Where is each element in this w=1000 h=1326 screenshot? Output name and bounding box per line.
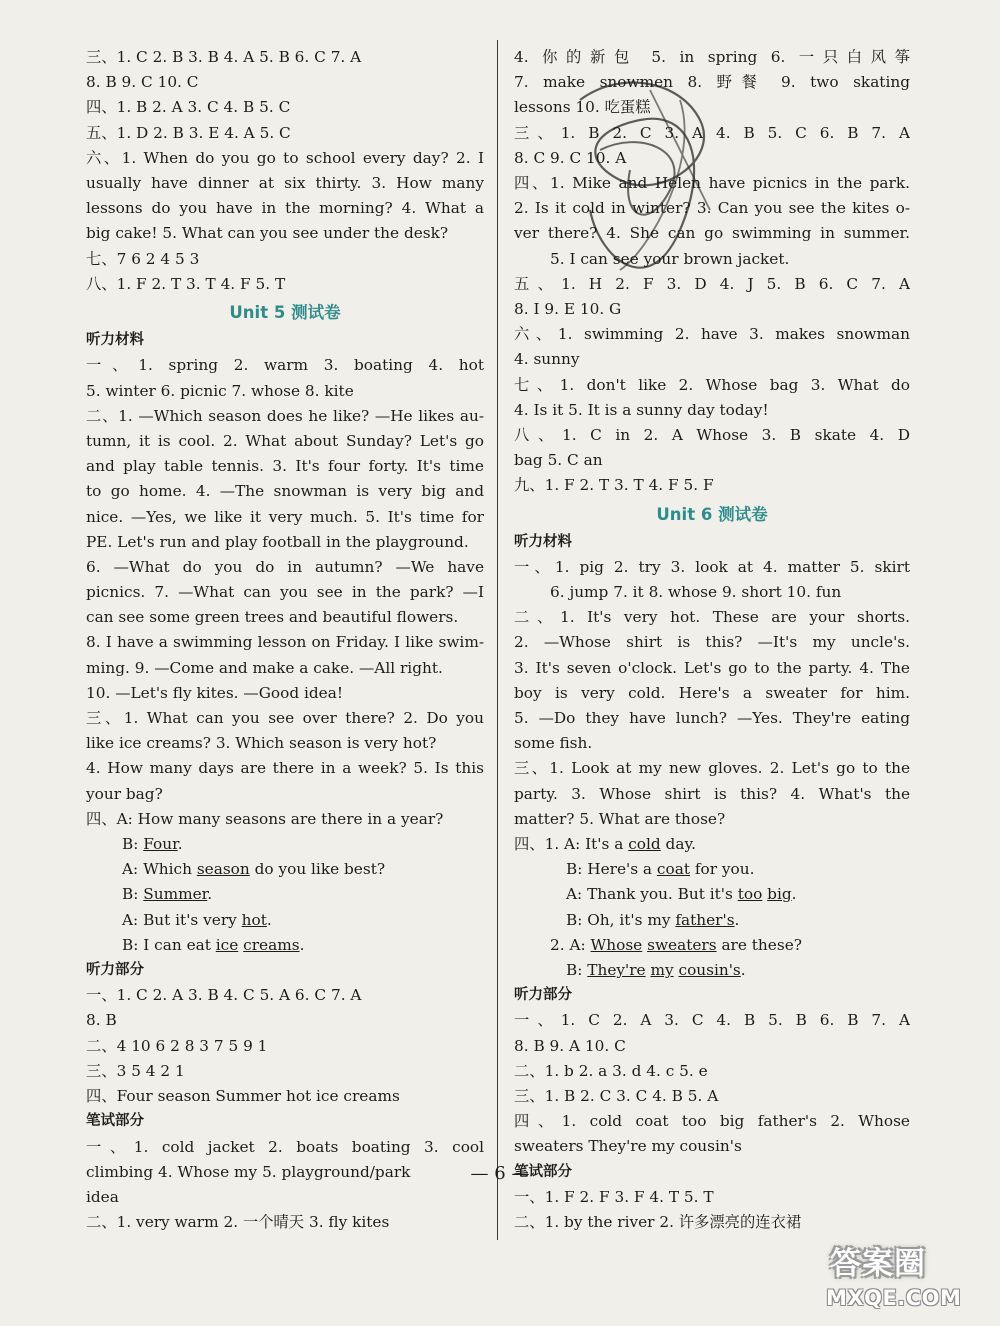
answer-line: 3. It's seven o'clock. Let's go to the party. 4. The bbox=[514, 658, 910, 677]
answer-line: 四、1. cold coat too big father's 2. Whose bbox=[514, 1112, 910, 1131]
answer-line: ming. 9. —Come and make a cake. —All right. bbox=[86, 658, 443, 677]
text-segment: day. bbox=[660, 835, 696, 853]
dialogue-line bbox=[514, 832, 910, 857]
underlined-answer: Whose bbox=[590, 935, 643, 954]
underlined-answer: coat bbox=[656, 860, 690, 879]
watermark-logo: 答案圈 bbox=[830, 1246, 926, 1282]
dialogue-line bbox=[86, 908, 484, 933]
text-segment: . bbox=[791, 885, 797, 904]
answer-line: 二、1. It's very hot. These are your shorts. bbox=[514, 608, 910, 627]
underlined-answer: creams bbox=[243, 935, 300, 954]
answer-line: 四、1. B 2. A 3. C 4. B 5. C bbox=[86, 98, 291, 117]
text-segment: A: Thank you. But it's bbox=[566, 885, 738, 904]
text-segment: . bbox=[734, 910, 740, 929]
text-segment: . bbox=[299, 935, 305, 954]
section-heading: 听力材料 bbox=[514, 533, 572, 550]
answer-line: matter? 5. What are those? bbox=[514, 809, 726, 828]
answer-line: 一、1. C 2. A 3. B 4. C 5. A 6. C 7. A bbox=[86, 986, 362, 1005]
answer-line: tumn, it is cool. 2. What about Sunday? Let's go bbox=[86, 431, 484, 450]
text-segment: B: Here's a bbox=[566, 860, 657, 879]
answer-line: 九、1. F 2. T 3. T 4. F 5. F bbox=[514, 476, 714, 495]
answer-line: 五、1. D 2. B 3. E 4. A 5. C bbox=[86, 123, 291, 142]
text-segment: . bbox=[207, 885, 213, 904]
text-segment: . bbox=[177, 835, 183, 854]
answer-line: 三、1. Look at my new gloves. 2. Let's go to the bbox=[514, 759, 910, 778]
answer-line: 4. How many days are there in a week? 5. Is this bbox=[86, 759, 484, 778]
text-segment: are these? bbox=[716, 935, 802, 954]
text-segment: A: But it's very bbox=[122, 910, 242, 929]
answer-line: 四、1. Mike and Helen have picnics in the park. bbox=[514, 173, 910, 192]
underlined-answer: Summer bbox=[143, 885, 208, 904]
answer-line: 一、1. spring 2. warm 3. boating 4. hot bbox=[86, 356, 484, 375]
answer-line: 2. —Whose shirt is this? —It's my uncle's. bbox=[514, 633, 910, 652]
dialogue-line bbox=[514, 958, 910, 983]
answer-line: some fish. bbox=[514, 734, 593, 753]
dialogue-line bbox=[514, 908, 910, 933]
underlined-answer: Four bbox=[143, 835, 178, 854]
right-column bbox=[514, 45, 910, 1235]
answer-line: 5. —Do they have lunch? —Yes. They're eating bbox=[514, 709, 910, 728]
answer-line: 三、1. B 2. C 3. C 4. B 5. A bbox=[514, 1087, 719, 1106]
answer-line: 8. I 9. E 10. G bbox=[514, 299, 622, 318]
answer-line: 三、3 5 4 2 1 bbox=[86, 1061, 185, 1080]
section-heading: 听力部分 bbox=[514, 987, 572, 1004]
answer-line: 5. winter 6. picnic 7. whose 8. kite bbox=[86, 381, 354, 400]
answer-line: 二、1. by the river 2. 许多漂亮的连衣裙 bbox=[514, 1213, 802, 1232]
answer-line: your bag? bbox=[86, 784, 163, 803]
dialogue-line bbox=[86, 832, 484, 857]
underlined-answer: too bbox=[737, 885, 763, 904]
text-segment: 2. A: bbox=[550, 935, 591, 954]
answer-line: 三、1. B 2. C 3. A 4. B 5. C 6. B 7. A bbox=[514, 123, 910, 142]
text-segment: . bbox=[266, 910, 272, 929]
section-title: Unit 6 测试卷 bbox=[656, 504, 768, 524]
watermark-url: MXQE.COM bbox=[826, 1286, 962, 1310]
answer-line: 5. I can see your brown jacket. bbox=[550, 249, 790, 268]
underlined-answer: cousin's bbox=[678, 961, 741, 980]
answer-line: 二、1. b 2. a 3. d 4. c 5. e bbox=[514, 1061, 708, 1080]
answer-line: 8. B 9. A 10. C bbox=[514, 1036, 626, 1055]
answer-line: 一、1. C 2. A 3. C 4. B 5. B 6. B 7. A bbox=[514, 1011, 910, 1030]
text-segment: B: bbox=[122, 885, 144, 904]
answer-line: 三、1. What can you see over there? 2. Do you bbox=[86, 709, 484, 728]
answer-line: lessons 10. 吃蛋糕 bbox=[514, 98, 651, 117]
answer-line: 4. Is it 5. It is a sunny day today! bbox=[514, 400, 769, 419]
section-heading: 笔试部分 bbox=[514, 1163, 572, 1180]
left-column bbox=[86, 45, 484, 1235]
underlined-answer: big bbox=[767, 885, 792, 904]
underlined-answer: hot bbox=[241, 910, 267, 929]
answer-line: big cake! 5. What can you see under the desk? bbox=[86, 224, 449, 243]
dialogue-line bbox=[514, 933, 910, 958]
underlined-answer: sweaters bbox=[647, 935, 717, 954]
answer-line: 6. —What do you do in autumn? —We have bbox=[86, 557, 484, 576]
answer-line: 四、Four season Summer hot ice creams bbox=[86, 1087, 400, 1106]
answer-line: 二、4 10 6 2 8 3 7 5 9 1 bbox=[86, 1036, 268, 1055]
section-heading: 听力材料 bbox=[86, 332, 144, 349]
column-divider bbox=[497, 40, 498, 1240]
answer-line: 一、1. pig 2. try 3. look at 4. matter 5. skirt bbox=[514, 557, 910, 576]
text-segment: B: bbox=[566, 961, 588, 980]
answer-line: to go home. 4. —The snowman is very big and bbox=[86, 482, 484, 501]
text-segment: . bbox=[740, 961, 746, 980]
underlined-answer: They're bbox=[587, 961, 646, 980]
answer-line: climbing 4. Whose my 5. playground/park bbox=[86, 1162, 411, 1181]
text-segment: do you like best? bbox=[249, 860, 386, 879]
text-segment: for you. bbox=[689, 860, 755, 879]
section-title: Unit 5 测试卷 bbox=[229, 302, 341, 322]
answer-line: 一、1. F 2. F 3. F 4. T 5. T bbox=[514, 1187, 714, 1206]
answer-line: 4. 你的新包 5. in spring 6. 一只白风筝 bbox=[514, 48, 910, 66]
answer-line: 7. make snowmen 8. 野餐 9. two skating bbox=[514, 73, 910, 92]
answer-line: 二、1. very warm 2. 一个晴天 3. fly kites bbox=[86, 1213, 390, 1232]
answer-line: idea bbox=[86, 1187, 119, 1206]
dialogue-line bbox=[86, 857, 484, 882]
dialogue-line bbox=[514, 857, 910, 882]
answer-line: 七、1. don't like 2. Whose bag 3. What do bbox=[514, 375, 910, 394]
answer-line: 七、7 6 2 4 5 3 bbox=[86, 249, 200, 268]
answer-line: sweaters They're my cousin's bbox=[514, 1137, 742, 1156]
answer-line: bag 5. C an bbox=[514, 451, 603, 470]
answer-line: 8. B bbox=[86, 1011, 117, 1030]
answer-line: 8. B 9. C 10. C bbox=[86, 73, 199, 92]
underlined-answer: my bbox=[650, 961, 674, 980]
answer-line: picnics. 7. —What can you see in the park? —I bbox=[86, 583, 484, 602]
answer-line: PE. Let's run and play football in the playground. bbox=[86, 532, 469, 551]
answer-line: 二、1. —Which season does he like? —He likes au- bbox=[86, 406, 484, 425]
dialogue-line bbox=[86, 882, 484, 907]
answer-line: 六、1. swimming 2. have 3. makes snowman bbox=[514, 325, 910, 344]
answer-line: nice. —Yes, we like it very much. 5. It's time for bbox=[86, 507, 484, 526]
dialogue-line bbox=[514, 882, 910, 907]
answer-line: 10. —Let's fly kites. —Good idea! bbox=[86, 683, 343, 702]
section-heading: 听力部分 bbox=[86, 962, 144, 979]
text-segment: B: Oh, it's my bbox=[566, 910, 676, 929]
answer-line: usually have dinner at six thirty. 3. How many bbox=[86, 174, 484, 192]
underlined-answer: father's bbox=[675, 910, 735, 929]
underlined-answer: cold bbox=[628, 835, 661, 853]
answer-line: 三、1. C 2. B 3. B 4. A 5. B 6. C 7. A bbox=[86, 48, 362, 66]
answer-line: 4. sunny bbox=[514, 350, 580, 369]
answer-line: boy is very cold. Here's a sweater for him. bbox=[514, 683, 910, 702]
answer-line: lessons do you have in the morning? 4. What a bbox=[86, 199, 484, 218]
answer-line: like ice creams? 3. Which season is very hot? bbox=[86, 734, 437, 753]
underlined-answer: season bbox=[196, 860, 250, 879]
dialogue-line bbox=[86, 933, 484, 958]
underlined-answer: ice bbox=[215, 935, 239, 954]
answer-line: 6. jump 7. it 8. whose 9. short 10. fun bbox=[550, 583, 842, 602]
text-segment: 四、1. A: It's a bbox=[514, 835, 629, 853]
section-heading: 笔试部分 bbox=[86, 1113, 144, 1130]
page-number: — 6 — bbox=[470, 1163, 530, 1184]
answer-line: 四、A: How many seasons are there in a year? bbox=[86, 809, 444, 828]
text-segment: A: Which bbox=[122, 860, 197, 879]
answer-line: 六、1. When do you go to school every day? 2. I bbox=[86, 148, 484, 167]
answer-line: 八、1. F 2. T 3. T 4. F 5. T bbox=[86, 274, 286, 293]
answer-line: 8. C 9. C 10. A bbox=[514, 148, 627, 167]
text-segment: B: bbox=[122, 835, 144, 854]
answer-line: can see some green trees and beautiful flowers. bbox=[86, 608, 459, 627]
answer-line: 五、1. H 2. F 3. D 4. J 5. B 6. C 7. A bbox=[514, 274, 910, 293]
answer-line: party. 3. Whose shirt is this? 4. What's the bbox=[514, 784, 910, 803]
text-segment: B: I can eat bbox=[122, 935, 216, 954]
answer-line: 八、1. C in 2. A Whose 3. B skate 4. D bbox=[514, 425, 910, 444]
answer-line: and play table tennis. 3. It's four forty. It's time bbox=[86, 457, 484, 476]
answer-line: 2. Is it cold in winter? 3. Can you see the kites o- bbox=[514, 199, 910, 218]
answer-line: ver there? 4. She can go swimming in summer. bbox=[514, 224, 910, 243]
answer-line: 一、1. cold jacket 2. boats boating 3. cool bbox=[86, 1137, 484, 1156]
watermark bbox=[826, 1236, 1000, 1326]
answer-line: 8. I have a swimming lesson on Friday. I like swim- bbox=[86, 633, 484, 652]
